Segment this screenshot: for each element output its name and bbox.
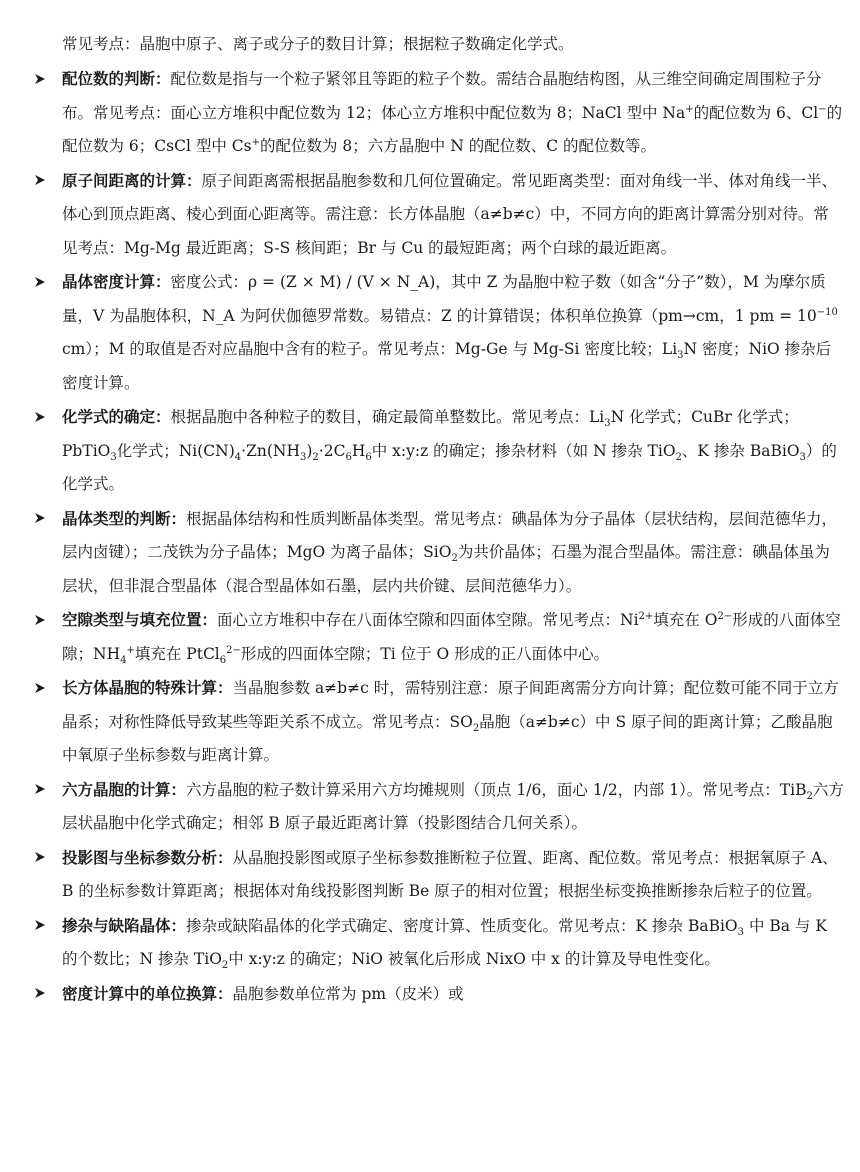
text-fade-overlay [478, 1130, 538, 1160]
subscript: 2 [675, 451, 682, 463]
item-text: 配位数是指与一个粒子紧邻且等距的粒子个数。需结合晶胞结构图，从三维空间确定周围粒子分布。常见考点：面心立方堆积中配位数为 12；体心立方堆积中配位数为 8；NaCl 型中 Na [62, 70, 822, 122]
item-text: 中 x:y:z 的确定；NiO 被氧化后形成 NixO 中 x 的计算及导电性变化。 [228, 950, 720, 968]
intro-line: 常见考点：晶胞中原子、离子或分子的数目计算；根据粒子数确定化学式。 [62, 35, 574, 53]
list-item [0, 62, 844, 164]
subscript: 3 [737, 926, 745, 938]
item-term: 配位数的判断： [62, 69, 171, 88]
item-text: 形成的四面体空隙；Ti 位于 O 形成的正八面体中心。 [240, 644, 610, 663]
subscript: 6 [365, 451, 372, 463]
item-text: 中 Ba 与 K 的个数比；N 掺杂 TiO [62, 916, 827, 968]
superscript: 2− [717, 610, 733, 622]
item-text: 原子间距离需根据晶胞参数和几何位置确定。常见距离类型：面对角线一半、体对角线一半、体心到顶点距离、棱心到面心距离等。需注意：长方体晶胞（a≠b≠c）中，不同方向的距离计算需分别对待。常见考点：Mg-Mg 最近距离；S-S 核间距；Br 与 Cu 的最短距离；两个白球的最近距离。 [62, 171, 838, 257]
item-text: 晶胞参数单位常为 pm（皮米）或 [232, 984, 464, 1003]
subscript: 3 [799, 451, 806, 463]
item-term: 长方体晶胞的特殊计算： [62, 678, 233, 697]
list-item [0, 603, 844, 671]
item-text: ·2C [318, 441, 346, 460]
subscript: 2 [451, 553, 458, 565]
item-text: 六方层状晶胞中化学式确定；相邻 B 原子最近距离计算（投影图结合几何关系）。 [62, 780, 844, 832]
superscript: 2+ [638, 610, 654, 622]
subscript: 3 [677, 350, 684, 362]
item-text: 的配位数为 8；六方晶胞中 N 的配位数、C 的配位数等。 [259, 137, 656, 155]
item-text: ) [306, 441, 313, 460]
item-text: ）的化学式。 [62, 441, 837, 493]
item-text: 根据晶胞中各种粒子的数目，确定最简单整数比。常见考点：Li [170, 408, 605, 426]
item-text: 化学式；Ni(CN) [116, 441, 235, 460]
arrow-bullet-icon [30, 977, 50, 1011]
bullet-list [0, 62, 860, 1011]
arrow-bullet-icon [30, 265, 50, 299]
item-text: N 化学式；CuBr 化学式；PbTiO [62, 408, 799, 460]
list-item [0, 265, 844, 400]
item-text: ·Zn(NH [241, 441, 300, 460]
list-item [0, 773, 844, 841]
item-term: 晶体密度计算： [62, 272, 171, 291]
list-item [0, 164, 844, 266]
item-text: 根据晶体结构和性质判断晶体类型。常见考点：碘晶体为分子晶体（层状结构，层间范德华力，层内卤键）；二茂铁为分子晶体；MgO 为离子晶体；SiO [62, 509, 838, 561]
subscript: 2 [312, 451, 319, 463]
item-text: 的配位数为 6；CsCl 型中 Cs [62, 103, 843, 155]
item-term: 化学式的确定： [62, 407, 171, 426]
item-term: 晶体类型的判断： [62, 508, 187, 528]
arrow-bullet-icon [30, 773, 50, 807]
item-term: 原子间距离的计算： [62, 170, 202, 190]
item-text: cm）；M 的取值是否对应晶胞中含有的粒子。常见考点：Mg-Ge 与 Mg-Si 密度比较；Li [62, 340, 678, 358]
list-item [0, 841, 844, 909]
list-item [0, 400, 844, 502]
arrow-bullet-icon [30, 841, 50, 875]
item-text: N 密度；NiO 掺杂后密度计算。 [62, 340, 832, 392]
item-text: H [351, 441, 366, 460]
item-text: 六方晶胞的粒子数计算采用六方均摊规则（顶点 1/6，面心 1/2，内部 1）。常见考点：TiB [186, 780, 807, 799]
item-term: 投影图与坐标参数分析： [62, 847, 233, 867]
item-term: 六方晶胞的计算： [62, 779, 187, 799]
item-text: 晶胞（a≠b≠c）中 S 原子间的距离计算；乙酸晶胞中氧原子坐标参数与距离计算。 [62, 712, 833, 764]
item-text: 掺杂或缺陷晶体的化学式确定、密度计算、性质变化。常见考点：K 掺杂 BaBiO [186, 916, 738, 935]
superscript: + [251, 136, 260, 148]
item-text: 、K 掺杂 BaBiO [681, 441, 800, 460]
arrow-bullet-icon [30, 671, 50, 705]
superscript: + [126, 644, 135, 656]
list-item [0, 671, 844, 773]
arrow-bullet-icon [30, 62, 50, 96]
arrow-bullet-icon [30, 603, 50, 637]
subscript: 3 [604, 418, 611, 430]
subscript: 4 [234, 451, 242, 463]
superscript: + [685, 103, 694, 115]
arrow-bullet-icon [30, 164, 50, 198]
item-text: 填充在 O [653, 611, 718, 629]
item-text: 中 x:y:z 的确定；掺杂材料（如 N 掺杂 TiO [371, 441, 676, 460]
item-text: 为共价晶体；石墨为混合型晶体。需注意：碘晶体虽为层状，但非混合型晶体（混合型晶体如石墨，层内共价键、层间范德华力）。 [62, 543, 830, 595]
item-text: 形成的八面体空隙；NH [62, 611, 841, 663]
subscript: 3 [110, 451, 117, 463]
subscript: 4 [120, 654, 127, 666]
item-text: 面心立方堆积中存在八面体空隙和四面体空隙。常见考点：Ni [217, 611, 639, 629]
subscript: 6 [345, 451, 352, 463]
item-term: 空隙类型与填充位置： [62, 610, 218, 629]
subscript: 2 [806, 790, 813, 802]
list-item [0, 909, 844, 977]
item-term: 掺杂与缺陷晶体： [62, 915, 187, 935]
subscript: 2 [472, 722, 480, 734]
item-text: 的配位数为 6、Cl [693, 103, 819, 122]
arrow-bullet-icon [30, 400, 50, 434]
item-text: 当晶胞参数 a≠b≠c 时，需特别注意：原子间距离需分方向计算；配位数可能不同于立方晶系；对称性降低导致某些等距关系不成立。常见考点：SO [62, 679, 839, 731]
superscript: 2− [226, 644, 241, 656]
subscript: 2 [221, 960, 229, 972]
item-text: 密度公式：ρ = (Z × M) / (V × N_A)，其中 Z 为晶胞中粒子数（如含“分子”数），M 为摩尔质量，V 为晶胞体积，N_A 为阿伏伽德罗常数。易错点：Z 的计算错误；体积单位换算（pm→cm，1 pm = 10 [62, 273, 826, 325]
arrow-bullet-icon [30, 502, 50, 536]
arrow-bullet-icon [30, 909, 50, 943]
superscript: −10 [816, 306, 838, 318]
item-text: 从晶胞投影图或原子坐标参数推断粒子位置、距离、配位数。常见考点：根据氧原子 A、B 的坐标参数计算距离；根据体对角线投影图判断 Be 原子的相对位置；根据坐标变换推断掺杂后粒子的位置。 [62, 848, 838, 900]
item-text: 填充在 PtCl [134, 644, 220, 663]
list-item [0, 977, 844, 1012]
superscript: − [818, 103, 827, 115]
subscript: 3 [299, 451, 307, 463]
list-item [0, 502, 844, 604]
item-term: 密度计算中的单位换算： [62, 983, 233, 1003]
subscript: 6 [219, 654, 227, 666]
